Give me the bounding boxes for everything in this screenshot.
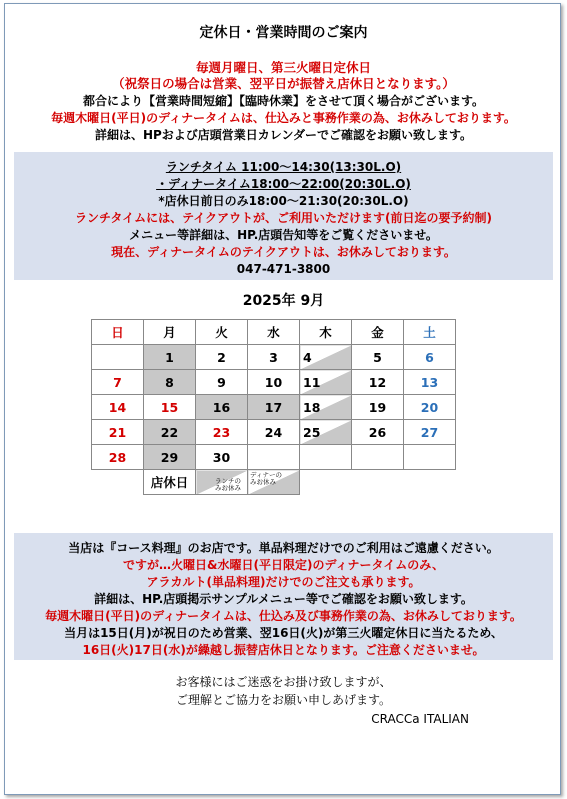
notice-change: 都合により【営業時間短縮】【臨時休業】をさせて頂く場合がございます。: [82, 94, 485, 108]
closing-line-2: ご理解とご協力をお願い申しあげます。: [175, 693, 392, 707]
signature: CRACCa ITALIAN: [371, 712, 469, 726]
calendar-day: 9: [196, 370, 248, 395]
notice-thursday: 毎週木曜日(平日)のディナータイムは、仕込みと事務作業の為、お休みしております。: [51, 111, 516, 125]
page-title: 定休日・営業時間のご案内: [199, 25, 368, 41]
calendar-day: 7: [92, 370, 144, 395]
dinner-hours: ・ディナータイム18:00～22:00(20:30L.O): [156, 177, 411, 191]
calendar-day-closed: 17: [248, 395, 300, 420]
calendar-week: [92, 345, 456, 370]
closing-days-line-1: 毎週月曜日、第三火曜日定休日: [195, 60, 371, 75]
calendar-day-holiday: 23: [196, 420, 248, 445]
menu-notice: メニュー等詳細は、HP.店頭告知等をご覧くださいませ。: [129, 228, 438, 242]
legend-spacer: [92, 470, 144, 495]
closing-line-1: お客様にはご迷惑をお掛け致しますが、: [175, 675, 392, 689]
legend-closed-label: 店休日: [144, 470, 196, 495]
calendar-day: 27: [404, 420, 456, 445]
course-line-5: 毎週木曜日(平日)のディナータイムは、仕込み及び事務作業の為、お休みしております。: [45, 609, 522, 623]
course-line-7: 16日(火)17日(水)が繰越し振替店休日となります。ご注意くださいませ。: [82, 643, 485, 657]
calendar-day-empty: [248, 445, 300, 470]
course-line-3: アラカルト(単品料理)だけでのご注文も承ります。: [146, 575, 421, 589]
legend-lunch-closed: [196, 470, 248, 495]
calendar-legend-row: [92, 470, 456, 495]
weekday-mon: 月: [144, 320, 196, 345]
weekday-tue: 火: [196, 320, 248, 345]
legend-spacer: [300, 470, 352, 495]
course-line-1: 当店は『コース料理』のお店です。単品料理だけでのご利用はご遠慮ください。: [68, 541, 499, 555]
calendar-day-dinner-closed: 25: [300, 420, 352, 445]
calendar-table: [91, 319, 456, 495]
calendar-week: [92, 370, 456, 395]
course-line-2: ですが…火曜日&水曜日(平日限定)のディナータイムのみ、: [123, 558, 444, 572]
calendar-day-closed: 1: [144, 345, 196, 370]
calendar-day: 3: [248, 345, 300, 370]
calendar-day: 19: [352, 395, 404, 420]
pre-holiday-hours: *店休日前日のみ18:00～21:30(20:30L.O): [158, 194, 409, 208]
calendar-month: 2025年 9月: [242, 293, 325, 309]
calendar-day-dinner-closed: 11: [300, 370, 352, 395]
calendar-week: [92, 445, 456, 470]
notice-calendar: 詳細は、HPおよび店頭営業日カレンダーでご確認をお願い致します。: [94, 128, 473, 142]
legend-spacer: [352, 470, 404, 495]
calendar-day-closed: 22: [144, 420, 196, 445]
calendar-day: 2: [196, 345, 248, 370]
calendar-day: 26: [352, 420, 404, 445]
calendar-day-closed: 16: [196, 395, 248, 420]
closing-days-line-2: （祝祭日の場合は営業、翌平日が振替え店休日となります。）: [112, 76, 455, 91]
takeout-notice: ランチタイムには、テイクアウトが、ご利用いただけます(前日迄の要予約制): [74, 211, 493, 225]
calendar-day: 14: [92, 395, 144, 420]
legend-spacer: [404, 470, 456, 495]
calendar-day: 5: [352, 345, 404, 370]
course-line-6: 当月は15日(月)が祝日のため営業、翌16日(火)が第三火曜定休日に当たるため、: [64, 626, 503, 640]
weekday-thu: 木: [300, 320, 352, 345]
calendar-day-closed: 29: [144, 445, 196, 470]
lunch-hours: ランチタイム 11:00～14:30(13:30L.O): [165, 160, 402, 174]
legend-lunch-text: ランチのみお休み: [215, 477, 241, 492]
course-line-4: 詳細は、HP.店頭掲示サンプルメニュー等でご確認をお願い致します。: [94, 592, 473, 606]
calendar-day-empty: [404, 445, 456, 470]
calendar-day: 24: [248, 420, 300, 445]
calendar-day: 21: [92, 420, 144, 445]
weekday-wed: 水: [248, 320, 300, 345]
weekday-fri: 金: [352, 320, 404, 345]
calendar-day: 28: [92, 445, 144, 470]
calendar-day: 20: [404, 395, 456, 420]
phone-number: 047-471-3800: [236, 262, 331, 276]
calendar-week: [92, 395, 456, 420]
weekday-sun: 日: [92, 320, 144, 345]
calendar-day-holiday: 15: [144, 395, 196, 420]
calendar-day: 6: [404, 345, 456, 370]
calendar-day-empty: [92, 345, 144, 370]
calendar-day-dinner-closed: 4: [300, 345, 352, 370]
calendar-day: 12: [352, 370, 404, 395]
weekday-sat: 土: [404, 320, 456, 345]
legend-dinner-text: ディナーのみお休み: [250, 471, 282, 486]
calendar-week: [92, 420, 456, 445]
dinner-takeout-notice: 現在、ディナータイムのテイクアウトは、お休みしております。: [111, 245, 456, 259]
calendar-day-empty: [300, 445, 352, 470]
calendar-day-closed: 8: [144, 370, 196, 395]
legend-dinner-closed: [248, 470, 300, 495]
weekday-header-row: [92, 320, 456, 345]
calendar-day-dinner-closed: 18: [300, 395, 352, 420]
calendar-day: 30: [196, 445, 248, 470]
calendar-day: 10: [248, 370, 300, 395]
calendar-day: 13: [404, 370, 456, 395]
calendar-day-empty: [352, 445, 404, 470]
